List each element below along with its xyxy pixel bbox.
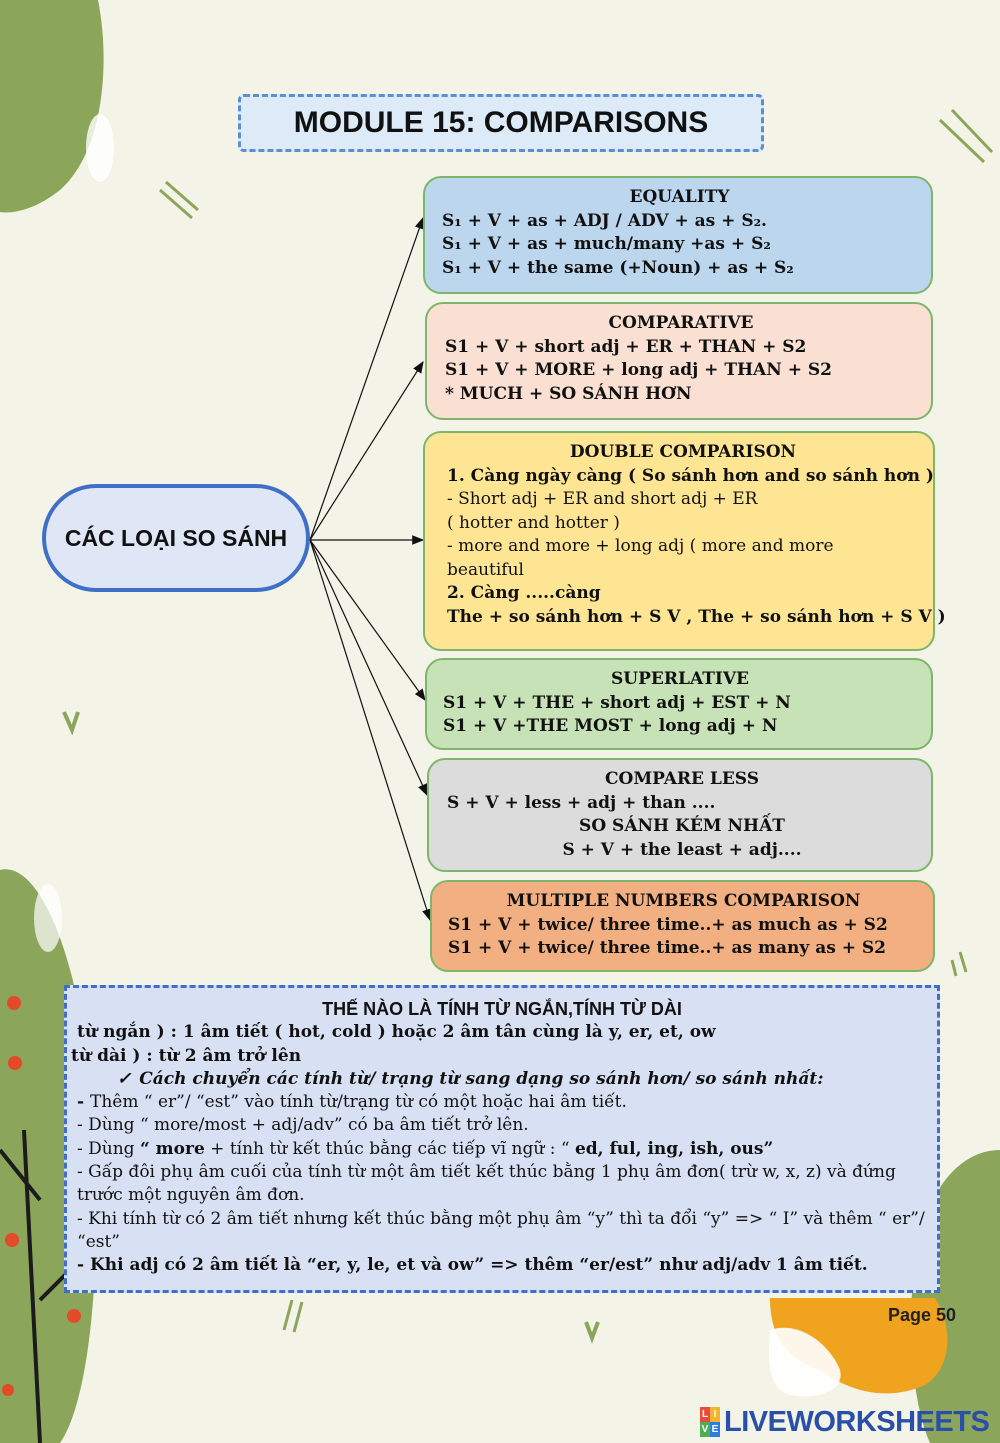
rules-line-6-a: - Dùng <box>77 1138 140 1159</box>
double-heading: DOUBLE COMPARISON <box>569 442 797 462</box>
rules-line-5: - Dùng “ more/most + adj/adv” có ba âm tiết trở lên. <box>77 1115 529 1136</box>
rules-line-4-dash: - <box>77 1092 90 1113</box>
rules-line-6-d: ed, ful, ing, ish, ous” <box>574 1138 774 1159</box>
rules-line-6 <box>77 1138 927 1161</box>
arrow-to-less <box>310 540 427 795</box>
logo-mark-i: I <box>710 1407 720 1422</box>
comparative-line-2: S1 + V + MORE + long adj + THAN + S2 <box>445 360 832 380</box>
check-mark-icon: ✓ <box>117 1068 132 1089</box>
rules-line-8: trước một nguyên âm đơn. <box>77 1185 305 1206</box>
double-line-6: 2. Càng .....càng <box>447 583 601 603</box>
rules-line-7: - Gấp đôi phụ âm cuối của tính từ một âm tiết kết thúc bằng 1 phụ âm đơn( trừ w, x, z) và đứng <box>77 1162 896 1183</box>
arrow-to-multiple <box>310 540 430 920</box>
rules-line-4 <box>77 1091 927 1114</box>
multiple-comparison-box <box>430 880 935 972</box>
rules-line-4-text: Thêm “ er”/ “est” vào tính từ/trạng từ có một hoặc hai âm tiết. <box>89 1092 627 1113</box>
double-line-3: ( hotter and hotter ) <box>447 512 620 533</box>
comparative-box <box>425 302 933 420</box>
double-line-4: - more and more + long adj ( more and more <box>447 536 834 556</box>
rules-line-3 <box>117 1068 927 1091</box>
double-comparison-box <box>423 431 946 651</box>
arrow-to-equality <box>310 218 423 540</box>
equality-line-3: S₁ + V + the same (+Noun) + as + S₂ <box>442 257 794 278</box>
logo-text: LIVEWORKSHEETS <box>724 1405 990 1438</box>
double-line-5: beautiful <box>447 559 524 580</box>
rules-line-9: - Khi tính từ có 2 âm tiết nhưng kết thúc bằng một phụ âm “y” thì ta đổi “y” => “ I” và thêm “ er”/ <box>77 1208 925 1229</box>
arrow-to-superlative <box>310 540 425 700</box>
superlative-line-1: S1 + V + THE + short adj + EST + N <box>443 692 791 713</box>
equality-box <box>423 176 933 294</box>
module-title-box <box>238 94 764 152</box>
multiple-line-2: S1 + V + twice/ three time..+ as many as + S2 <box>448 938 886 958</box>
superlative-heading: SUPERLATIVE <box>611 669 749 689</box>
less-line-1: S + V + less + adj + than .... <box>447 792 716 813</box>
rules-line-3-text: Cách chuyển các tính từ/ trạng từ sang dạng so sánh hơn/ so sánh nhất: <box>139 1068 824 1089</box>
adjective-rules-box <box>64 985 940 1293</box>
rules-line-11: - Khi adj có 2 âm tiết là “er, y, le, et và ow” => thêm “er/est” như adj/adv 1 âm tiết. <box>77 1255 868 1276</box>
rules-line-1: từ ngắn ) : 1 âm tiết ( hot, cold ) hoặc 2 âm tân cùng là y, er, et, ow <box>77 1022 716 1043</box>
rules-line-6-c: + tính từ kết thúc bằng các tiếp vĩ ngữ : “ <box>204 1138 575 1159</box>
less-line-2: SO SÁNH KÉM NHẤT <box>579 816 785 836</box>
equality-line-1: S₁ + V + as + ADJ / ADV + as + S₂. <box>442 210 767 231</box>
double-line-1: 1. Càng ngày càng ( So sánh hơn and so sánh hơn ) <box>447 465 934 486</box>
liveworksheets-logo[interactable] <box>700 1405 995 1439</box>
comparative-heading: COMPARATIVE <box>608 313 754 333</box>
rules-line-10: “est” <box>77 1231 120 1252</box>
double-line-2: - Short adj + ER and short adj + ER <box>447 489 758 509</box>
logo-mark-v: V <box>701 1424 709 1435</box>
logo-mark-e: E <box>711 1424 719 1435</box>
superlative-box <box>425 658 933 750</box>
rules-line-2: từ dài ) : từ 2 âm trở lên <box>71 1045 302 1066</box>
equality-line-2: S₁ + V + as + much/many +as + S₂ <box>442 234 771 254</box>
center-node-label: CÁC LOẠI SO SÁNH <box>64 524 288 551</box>
comparative-line-1: S1 + V + short adj + ER + THAN + S2 <box>445 336 807 357</box>
comparative-line-3: * MUCH + SO SÁNH HƠN <box>445 383 692 404</box>
equality-heading: EQUALITY <box>629 187 730 207</box>
arrow-to-comparative <box>310 362 423 540</box>
multiple-heading: MULTIPLE NUMBERS COMPARISON <box>506 891 861 911</box>
logo-mark-icon <box>700 1407 720 1437</box>
rules-heading: THẾ NÀO LÀ TÍNH TỪ NGẮN,TÍNH TỪ DÀI <box>322 999 682 1019</box>
rules-line-6-b: “ more <box>139 1138 205 1159</box>
double-line-7: The + so sánh hơn + S V , The + so sánh hơn + S V ) <box>447 606 946 627</box>
less-heading: COMPARE LESS <box>605 769 759 789</box>
superlative-line-2: S1 + V +THE MOST + long adj + N <box>443 716 778 736</box>
page-number: Page 50 <box>888 1305 957 1325</box>
less-line-3: S + V + the least + adj.... <box>562 839 802 860</box>
logo-mark-l: L <box>701 1409 709 1420</box>
center-node <box>42 484 310 592</box>
compare-less-box <box>427 758 933 872</box>
module-title: MODULE 15: COMPARISONS <box>293 106 709 139</box>
multiple-line-1: S1 + V + twice/ three time..+ as much as + S2 <box>448 914 888 935</box>
